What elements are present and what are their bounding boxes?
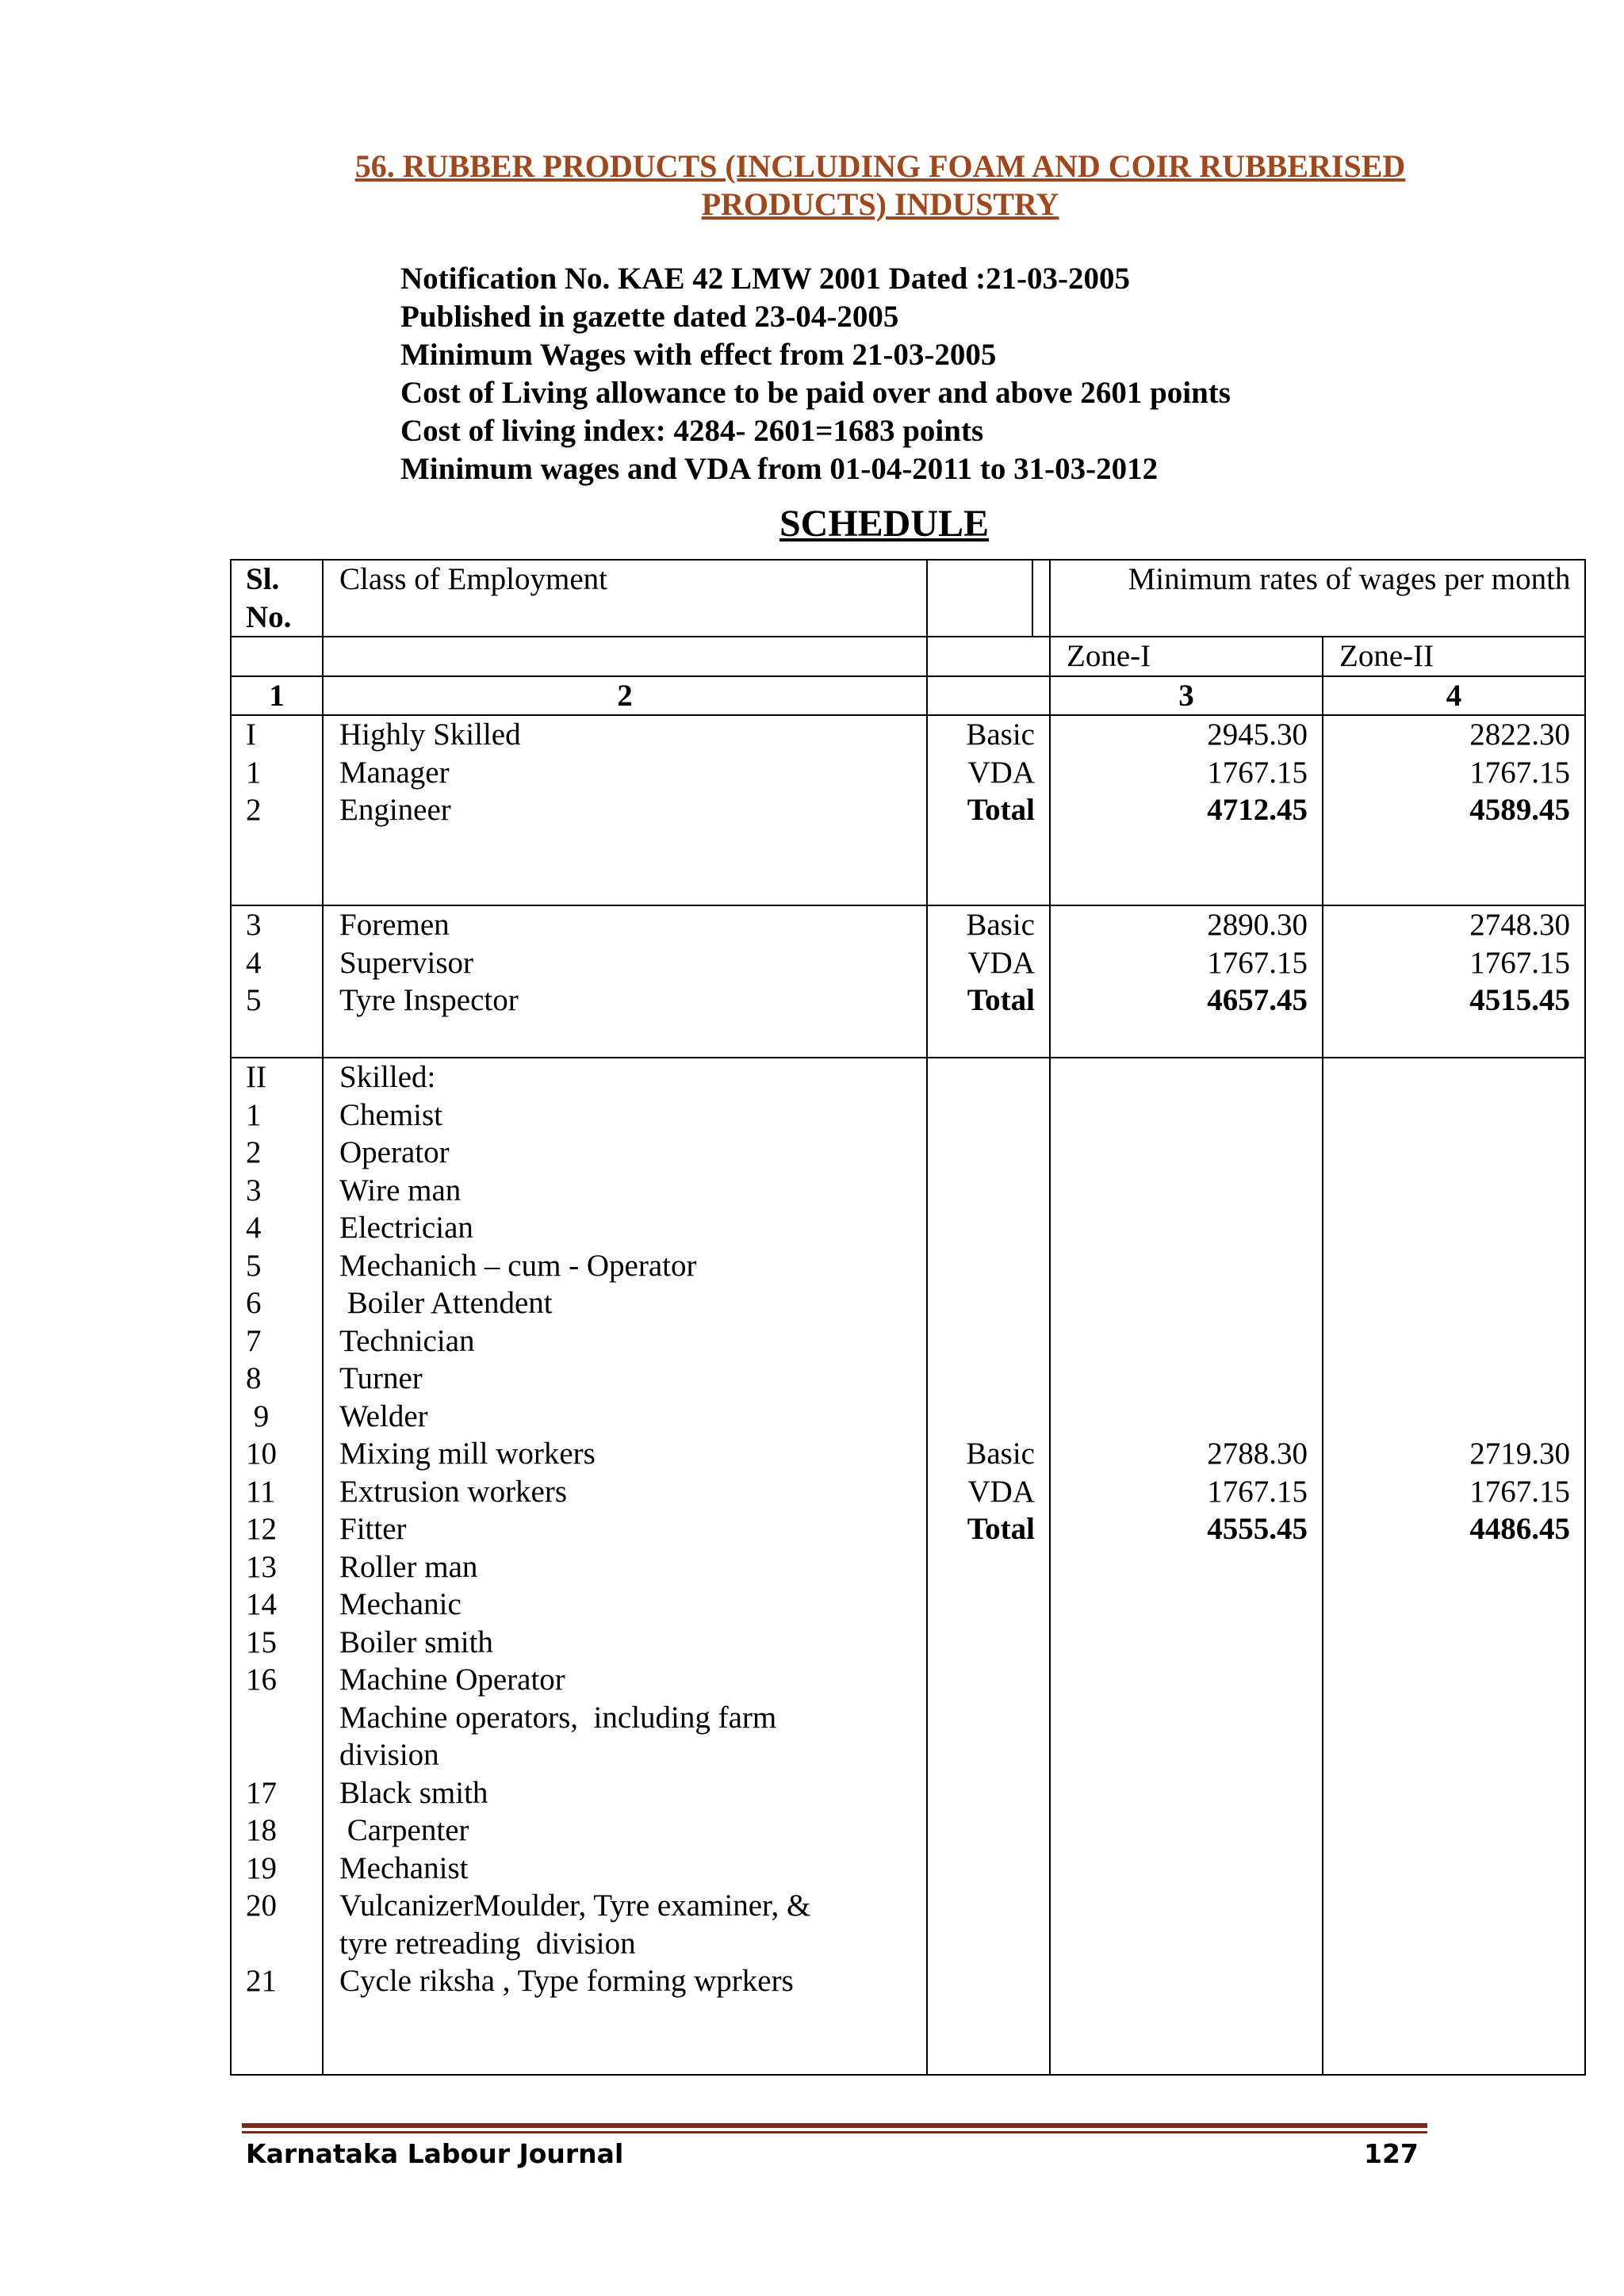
sl-value: 20 [246,1888,277,1923]
col-number: 4 [1323,676,1585,716]
sl-value: 18 [246,1813,277,1847]
class-value: Mechanich – cum - Operator [339,1248,697,1283]
table-row [231,715,1585,905]
footer-rule [242,2123,1427,2128]
sl-value: II [246,1060,266,1094]
sl-value: 13 [246,1549,277,1584]
zone2-header: Zone-II [1323,637,1585,676]
zone1-header: Zone-I [1050,637,1323,676]
col-number: 2 [323,676,927,716]
class-header: Class of Employment [323,560,927,637]
class-value: Machine Operator [339,1663,565,1697]
class-value: Mixing mill workers [339,1437,596,1471]
col-number: 1 [231,676,323,716]
sl-value [246,1699,322,1737]
class-value: Welder [339,1399,428,1433]
sl-value: 21 [246,1964,277,1998]
sl-value: 3 [246,1173,262,1207]
class-cell: Foremen Supervisor Tyre Inspector [323,905,927,1058]
notification-line: Cost of living index: 4284- 2601=1683 points [400,414,984,448]
footer-rule-thin [242,2131,1427,2133]
sl-value: 11 [246,1474,276,1509]
table-row [231,905,1585,1058]
sl-value: 4 [246,1211,262,1245]
sl-value: 10 [246,1437,277,1471]
zone2-cell: 2822.30 1767.15 4589.45 [1323,715,1585,905]
notification-line: Published in gazette dated 23-04-2005 [400,300,899,334]
class-value: tyre retreading division [339,1926,636,1961]
notification-line: Minimum wages and VDA from 01-04-2011 to 31-03-2012 [400,452,1159,486]
notification-line: Notification No. KAE 42 LMW 2001 Dated :21-03-2005 [400,262,1131,296]
class-value: Chemist [339,1097,443,1132]
class-value: Mechanist [339,1850,469,1885]
sl-value: 14 [246,1587,277,1621]
class-value: Mechanic [339,1587,462,1621]
class-value: Operator [339,1135,450,1169]
wage-component-cell: Basic VDA Total [927,1058,1050,2075]
table-header-row [231,560,1585,637]
class-value: VulcanizerMoulder, Tyre examiner, & [339,1888,811,1923]
sl-cell: 3 4 5 [231,905,323,1058]
sl-value: 9 [246,1399,270,1433]
sl-value: 7 [246,1323,262,1358]
sl-value: 5 [246,1248,262,1283]
rates-header-spacer [927,560,1050,637]
notification-block [400,260,1231,488]
sl-value: 2 [246,1135,262,1169]
zone1-cell: 2788.30 1767.15 4555.45 [1050,1058,1323,2075]
sl-value: 16 [246,1663,277,1697]
class-value: Turner [339,1361,423,1395]
rates-header: Minimum rates of wages per month [1050,560,1585,637]
journal-name: Karnataka Labour Journal [246,2138,624,2169]
wage-component-cell: Basic VDA Total [927,905,1050,1058]
class-value: Wire man [339,1173,462,1207]
class-value: Black smith [339,1775,488,1810]
zone1-cell: 2945.30 1767.15 4712.45 [1050,715,1323,905]
sl-value: 6 [246,1286,262,1320]
col-number: 3 [1050,676,1323,716]
class-value: Carpenter [339,1813,469,1847]
sl-value: 19 [246,1850,277,1885]
zone-header-row [231,637,1585,676]
class-value: Fitter [339,1512,407,1546]
sl-value [246,1736,322,1774]
title-line-2: PRODUCTS) INDUSTRY [701,186,1059,222]
class-value: Electrician [339,1211,473,1245]
zone2-cell: 2748.30 1767.15 4515.45 [1323,905,1585,1058]
class-value: Boiler smith [339,1624,493,1659]
sl-value: 12 [246,1512,277,1546]
class-value: Roller man [339,1549,478,1584]
sl-value: 1 [246,1097,262,1132]
class-value: Cycle riksha , Type forming wprkers [339,1964,794,1998]
class-value: division [339,1738,439,1772]
notification-line: Cost of Living allowance to be paid over and above 2601 points [400,376,1231,410]
sl-cell: I 1 2 [231,715,323,905]
sl-value: 8 [246,1361,262,1395]
title-line-1: 56. RUBBER PRODUCTS (INCLUDING FOAM AND COIR RUBBERISED [354,148,1406,184]
class-value: Technician [339,1323,475,1358]
page-title [230,147,1530,224]
zone2-cell: 2719.30 1767.15 4486.45 [1323,1058,1585,2075]
wage-component-cell: Basic VDA Total [927,715,1050,905]
class-cell [323,1058,927,2075]
sl-cell [231,1058,323,2075]
class-cell: Highly Skilled Manager Engineer [323,715,927,905]
page-number: 127 [1364,2138,1419,2169]
sl-value [246,1925,322,1963]
schedule-heading: SCHEDULE [779,503,990,545]
class-value: Machine operators, including farm [339,1700,777,1735]
zone1-cell: 2890.30 1767.15 4657.45 [1050,905,1323,1058]
notification-line: Minimum Wages with effect from 21-03-2005 [400,338,997,372]
class-value: Extrusion workers [339,1474,568,1509]
class-value: Boiler Attendent [339,1286,553,1320]
class-value: Skilled: [339,1060,436,1094]
sl-no-header: Sl. No. [231,560,323,637]
column-number-row [231,676,1585,716]
wage-schedule-table [230,559,1586,2076]
sl-value: 17 [246,1775,277,1810]
sl-value: 15 [246,1624,277,1659]
table-row [231,1058,1585,2075]
